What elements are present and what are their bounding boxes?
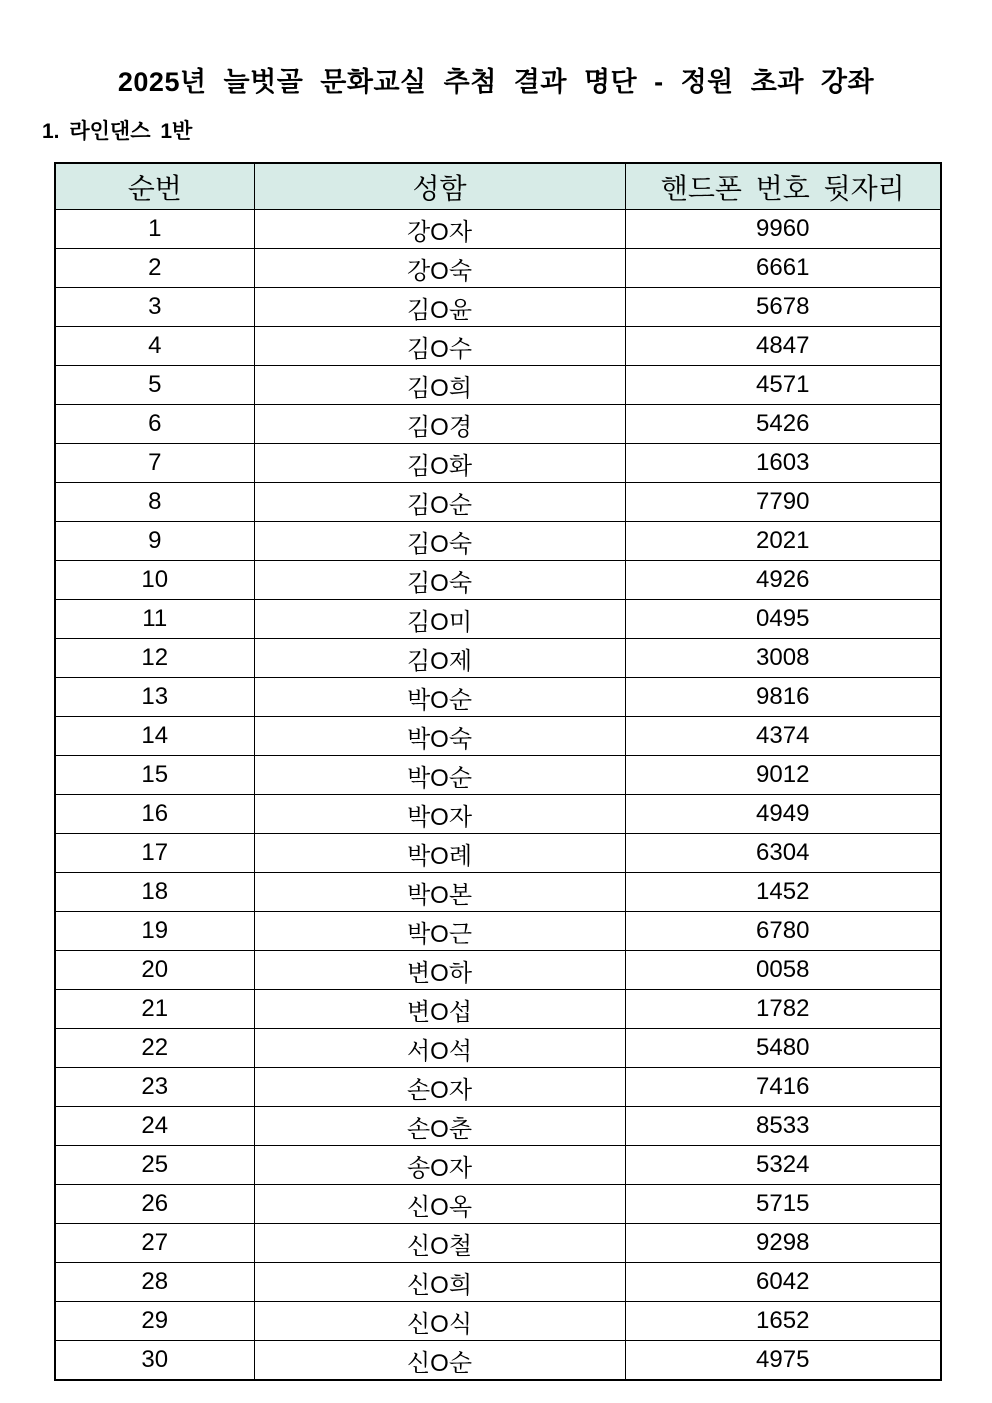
cell-no: 3 [55, 288, 254, 327]
cell-phone: 4926 [625, 561, 941, 600]
cell-phone: 5426 [625, 405, 941, 444]
cell-no: 27 [55, 1224, 254, 1263]
table-row [55, 483, 941, 522]
cell-no: 4 [55, 327, 254, 366]
cell-no: 25 [55, 1146, 254, 1185]
cell-no: 8 [55, 483, 254, 522]
cell-phone: 9816 [625, 678, 941, 717]
table-row [55, 405, 941, 444]
table-row [55, 717, 941, 756]
table-row [55, 1068, 941, 1107]
cell-phone: 6661 [625, 249, 941, 288]
cell-phone: 7416 [625, 1068, 941, 1107]
cell-name: 신O순 [254, 1341, 625, 1381]
table-row [55, 522, 941, 561]
table-row [55, 1029, 941, 1068]
table-row [55, 1146, 941, 1185]
cell-phone: 4374 [625, 717, 941, 756]
section-label: 1. 라인댄스 1반 [42, 120, 193, 143]
table-row [55, 1107, 941, 1146]
cell-no: 21 [55, 990, 254, 1029]
table-row [55, 1263, 941, 1302]
cell-no: 10 [55, 561, 254, 600]
table-row [55, 600, 941, 639]
cell-name: 김O화 [254, 444, 625, 483]
cell-phone: 1652 [625, 1302, 941, 1341]
page-title: 2025년 늘벗골 문화교실 추첨 결과 명단 - 정원 초과 강좌 [117, 67, 875, 97]
table-row [55, 366, 941, 405]
cell-no: 26 [55, 1185, 254, 1224]
table-row [55, 990, 941, 1029]
table-row [55, 1341, 941, 1381]
col-header-no: 순번 [55, 163, 254, 210]
cell-name: 신O옥 [254, 1185, 625, 1224]
cell-phone: 6780 [625, 912, 941, 951]
cell-no: 30 [55, 1341, 254, 1381]
cell-phone: 1603 [625, 444, 941, 483]
cell-phone: 5480 [625, 1029, 941, 1068]
cell-no: 14 [55, 717, 254, 756]
cell-phone: 9960 [625, 210, 941, 249]
cell-no: 23 [55, 1068, 254, 1107]
table-row [55, 834, 941, 873]
cell-no: 11 [55, 600, 254, 639]
cell-phone: 4975 [625, 1341, 941, 1381]
cell-name: 강O숙 [254, 249, 625, 288]
cell-name: 김O숙 [254, 522, 625, 561]
cell-phone: 4949 [625, 795, 941, 834]
table-row [55, 678, 941, 717]
cell-phone: 5324 [625, 1146, 941, 1185]
cell-no: 6 [55, 405, 254, 444]
cell-phone: 4847 [625, 327, 941, 366]
cell-name: 손O춘 [254, 1107, 625, 1146]
cell-phone: 7790 [625, 483, 941, 522]
table-row [55, 1185, 941, 1224]
cell-no: 1 [55, 210, 254, 249]
cell-no: 5 [55, 366, 254, 405]
table-row [55, 1302, 941, 1341]
lottery-result-table [54, 162, 942, 1381]
table-row [55, 327, 941, 366]
cell-phone: 1452 [625, 873, 941, 912]
cell-no: 12 [55, 639, 254, 678]
table-row [55, 639, 941, 678]
cell-name: 박O례 [254, 834, 625, 873]
table-row [55, 1224, 941, 1263]
cell-no: 16 [55, 795, 254, 834]
cell-name: 박O순 [254, 756, 625, 795]
cell-phone: 6042 [625, 1263, 941, 1302]
cell-name: 김O윤 [254, 288, 625, 327]
cell-no: 29 [55, 1302, 254, 1341]
cell-no: 28 [55, 1263, 254, 1302]
table-row [55, 561, 941, 600]
table-header-row [55, 163, 941, 210]
cell-name: 김O미 [254, 600, 625, 639]
col-header-phone: 핸드폰 번호 뒷자리 [625, 163, 941, 210]
cell-name: 김O제 [254, 639, 625, 678]
cell-no: 20 [55, 951, 254, 990]
table-row [55, 444, 941, 483]
cell-name: 김O경 [254, 405, 625, 444]
cell-phone: 5678 [625, 288, 941, 327]
cell-phone: 5715 [625, 1185, 941, 1224]
cell-name: 박O숙 [254, 717, 625, 756]
cell-phone: 3008 [625, 639, 941, 678]
table-row [55, 873, 941, 912]
table-row [55, 288, 941, 327]
cell-no: 13 [55, 678, 254, 717]
cell-no: 2 [55, 249, 254, 288]
cell-phone: 4571 [625, 366, 941, 405]
cell-name: 김O수 [254, 327, 625, 366]
cell-name: 김O숙 [254, 561, 625, 600]
cell-name: 신O식 [254, 1302, 625, 1341]
cell-name: 변O하 [254, 951, 625, 990]
cell-phone: 6304 [625, 834, 941, 873]
cell-no: 24 [55, 1107, 254, 1146]
table-row [55, 210, 941, 249]
table-row [55, 912, 941, 951]
table-row [55, 249, 941, 288]
cell-phone: 9298 [625, 1224, 941, 1263]
cell-phone: 9012 [625, 756, 941, 795]
cell-name: 김O희 [254, 366, 625, 405]
table-row [55, 951, 941, 990]
cell-no: 15 [55, 756, 254, 795]
cell-name: 변O섭 [254, 990, 625, 1029]
cell-no: 19 [55, 912, 254, 951]
cell-name: 신O희 [254, 1263, 625, 1302]
cell-name: 박O순 [254, 678, 625, 717]
cell-name: 김O순 [254, 483, 625, 522]
cell-no: 9 [55, 522, 254, 561]
cell-no: 18 [55, 873, 254, 912]
cell-name: 강O자 [254, 210, 625, 249]
table-row [55, 756, 941, 795]
cell-name: 송O자 [254, 1146, 625, 1185]
cell-phone: 8533 [625, 1107, 941, 1146]
cell-phone: 1782 [625, 990, 941, 1029]
cell-no: 7 [55, 444, 254, 483]
cell-phone: 0495 [625, 600, 941, 639]
cell-phone: 2021 [625, 522, 941, 561]
cell-name: 신O철 [254, 1224, 625, 1263]
col-header-name: 성함 [254, 163, 625, 210]
cell-name: 박O본 [254, 873, 625, 912]
table-row [55, 795, 941, 834]
cell-name: 손O자 [254, 1068, 625, 1107]
cell-no: 22 [55, 1029, 254, 1068]
cell-phone: 0058 [625, 951, 941, 990]
cell-name: 박O자 [254, 795, 625, 834]
cell-name: 서O석 [254, 1029, 625, 1068]
cell-no: 17 [55, 834, 254, 873]
cell-name: 박O근 [254, 912, 625, 951]
